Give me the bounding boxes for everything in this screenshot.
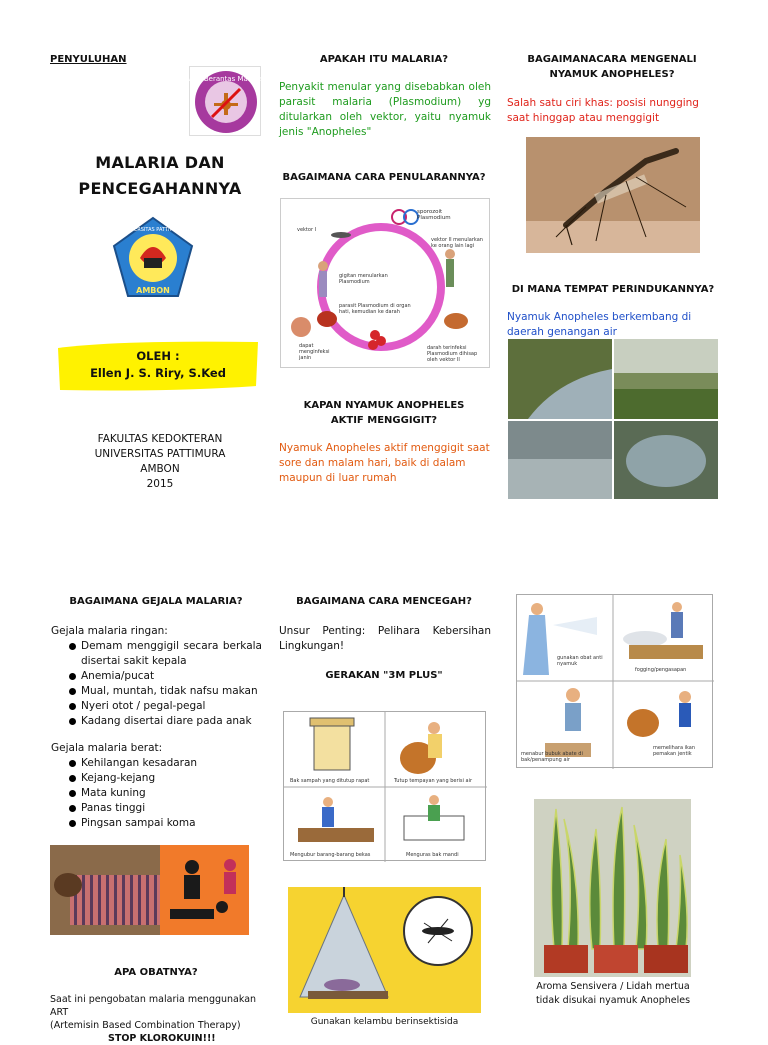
list-item: Kadang disertai diare pada anak [68, 714, 262, 729]
cycle-label-darah: darah terinfeksi Plasmodium dihisap oleh vektor II [427, 345, 478, 363]
transmission-heading: BAGAIMANA CARA PENULARANNYA? [282, 172, 486, 183]
treatment-line1: Saat ini pengobatan malaria menggunakan ART [50, 994, 257, 1018]
3m-caption: Menguras bak mandi [406, 852, 459, 858]
cycle-label-sporozoit: sporozoit Plasmodium [417, 209, 451, 221]
when-active-heading [276, 398, 492, 428]
severe-symptoms-list [68, 756, 262, 831]
prevention-caption: gunakan obat anti nyamuk [557, 655, 603, 667]
snake-plant-caption [520, 980, 706, 1008]
breeding-place-heading: DI MANA TEMPAT PERINDUKANNYA? [511, 284, 715, 295]
univ-logo-top: UNIVERSITAS PATTIMURA [121, 227, 185, 233]
cycle-label-dapat: dapat menginfeksi janin [299, 343, 330, 361]
recognize-mosquito-heading [506, 52, 718, 82]
when-active-text: Nyamuk Anopheles aktif menggigit saat sore dan malam hari, baik di dalam maupun di luar rumah [279, 442, 490, 484]
prevention-caption: fogging/pengasapan [635, 667, 687, 673]
mild-symptoms-list [68, 639, 262, 729]
when-active-heading-line1: KAPAN NYAMUK ANOPHELES [303, 400, 465, 411]
symptoms-heading: BAGAIMANA GEJALA MALARIA? [69, 596, 243, 607]
prevention-grid-illustration [516, 594, 713, 768]
anopheles-mosquito-photo [526, 137, 700, 253]
list-item: Anemia/pucat [68, 669, 262, 684]
prevention-heading: BAGAIMANA CARA MENCEGAH? [296, 596, 472, 607]
recognize-heading-line2: NYAMUK ANOPHELES? [549, 69, 675, 80]
list-item: Kehilangan kesadaran [68, 756, 262, 771]
list-item: Kejang-kejang [68, 771, 262, 786]
university-logo [108, 214, 198, 302]
page-title [60, 150, 260, 202]
breeding-place-text: Nyamuk Anopheles berkembang di daerah genangan air [507, 311, 692, 338]
author-banner [58, 340, 258, 392]
treatment-heading: APA OBATNYA? [114, 967, 198, 978]
cycle-label-gigitan: gigitan menularkan Plasmodium [339, 273, 388, 285]
prevention-caption: menabur bubuk abate di bak/penampung air [521, 751, 583, 763]
author-prefix: OLEH : [136, 349, 180, 363]
3m-grid-illustration [283, 711, 486, 861]
faculty-line: UNIVERSITAS PATTIMURA [94, 448, 226, 460]
plant-caption-line1: Aroma Sensivera / Lidah mertua [536, 981, 690, 992]
recognize-mosquito-text: Salah satu ciri khas: posisi nungging saat hinggap atau menggigit [507, 97, 699, 124]
breeding-site-photos [508, 339, 718, 499]
plant-caption-line2: tidak disukai nyamuk Anopheles [535, 995, 691, 1006]
severe-symptoms-heading: Gejala malaria berat: [51, 742, 163, 754]
prevention-text: Unsur Penting: Pelihara Kebersihan Lingkungan! [279, 625, 491, 652]
cycle-label-parasit: parasit Plasmodium di organ hati, kemudian ke darah [339, 303, 411, 315]
faculty-line: 2015 [146, 478, 174, 490]
3m-plus-heading: GERAKAN "3M PLUS" [325, 670, 443, 681]
3m-caption: Tutup tempayan yang berisi air [394, 778, 473, 784]
cycle-label-vektor1: vektor I [297, 227, 317, 233]
faculty-line: FAKULTAS KEDOKTERAN [97, 433, 223, 445]
3m-caption: Bak sampah yang ditutup rapat [290, 778, 370, 784]
univ-logo-bottom: AMBON [136, 286, 170, 295]
title-line2: PENCEGAHANNYA [78, 179, 242, 198]
panel1-heading: PENYULUHAN [50, 54, 127, 65]
malaria-campaign-logo [188, 66, 264, 136]
mild-symptoms-heading: Gejala malaria ringan: [51, 625, 168, 637]
faculty-block [60, 432, 260, 492]
treatment-line2: (Artemisin Based Combination Therapy) [50, 1020, 241, 1031]
mosquito-net-caption: Gunakan kelambu berinsektisida [310, 1017, 459, 1027]
when-active-heading-line2: AKTIF MENGGIGIT? [330, 415, 438, 426]
symptoms-photos [50, 845, 249, 935]
list-item: Nyeri otot / pegal-pegal [68, 699, 262, 714]
faculty-line: AMBON [140, 463, 180, 475]
snake-plant-photo [534, 799, 691, 977]
logo-text: Ayo Berantas Malaria [188, 75, 264, 83]
list-item: Mata kuning [68, 786, 262, 801]
list-item: Panas tinggi [68, 801, 262, 816]
list-item: Pingsan sampai koma [68, 816, 262, 831]
prevention-caption: memelihara ikan pemakan jentik [653, 745, 696, 757]
author-name: Ellen J. S. Riry, S.Ked [90, 366, 226, 380]
what-is-malaria-text: Penyakit menular yang disebabkan oleh parasit malaria (Plasmodium) yg ditularkan oleh vektor, yaitu nyamuk jenis "Anopheles" [279, 81, 491, 138]
list-item: Demam menggigil secara berkala disertai sakit kepala [68, 639, 262, 669]
list-item: Mual, muntah, tidak nafsu makan [68, 684, 262, 699]
mosquito-net-illustration [288, 887, 481, 1013]
treatment-text [50, 993, 264, 1045]
recognize-heading-line1: BAGAIMANACARA MENGENALI [527, 54, 697, 65]
transmission-cycle-diagram [280, 198, 490, 368]
cycle-label-vektor2: vektor II menularkan ke orang lain lagi [431, 237, 483, 249]
title-line1: MALARIA DAN [95, 153, 225, 172]
treatment-line3: STOP KLOROKUIN!!! [108, 1033, 216, 1044]
3m-caption: Mengubur barang-barang bekas [290, 852, 371, 858]
what-is-malaria-heading: APAKAH ITU MALARIA? [319, 54, 449, 65]
